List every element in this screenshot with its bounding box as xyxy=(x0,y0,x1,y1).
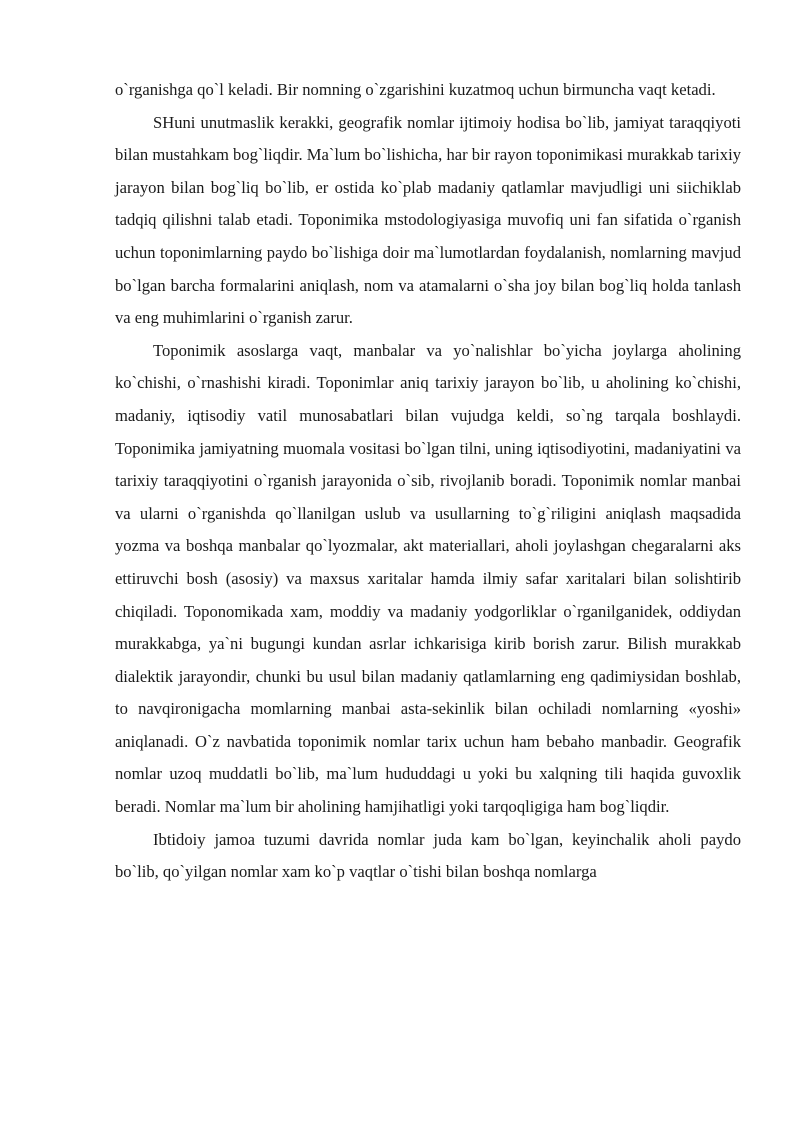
paragraph-continuation: o`rganishga qo`l keladi. Bir nomning o`zgarishini kuzatmoq uchun birmuncha vaqt ketadi. xyxy=(115,80,716,99)
document-body xyxy=(115,74,741,889)
paragraph: Toponimik asoslarga vaqt, manbalar va yo`nalishlar bo`yicha joylarga aholining ko`chishi, o`rnashishi kiradi. Toponimlar aniq tarixiy jarayon bo`lib, u aholining ko`chishi, madaniy, iqtisodiy vatil munosabatlari bilan vujudga keldi, so`ng tarqala boshlaydi. Toponimika jamiyatning muomala vositasi bo`lgan tilni, uning iqtisodiyotini, madaniyatini va tarixiy taraqqiyotini o`rganish jarayonida o`sib, rivojlanib boradi. Toponimik nomlar manbai va ularni o`rganishda qo`llanilgan uslub va usullarning to`g`riligini aniqlash maqsadida yozma va boshqa manbalar qo`lyozmalar, akt materiallari, aholi joylashgan chegaralarni aks ettiruvchi bosh (asosiy) va maxsus xaritalar hamda ilmiy safar xaritalari bilan solishtirib chiqiladi. Toponomikada xam, moddiy va madaniy yodgorliklar o`rganilganidek, oddiydan murakkabga, ya`ni bugungi kundan asrlar ichkarisiga kirib borish zarur. Bilish murakkab dialektik jarayondir, chunki bu usul bilan madaniy qatlamlarning eng qadimiysidan boshlab, to navqironigacha momlarning manbai asta-sekinlik bilan ochiladi nomlarning «yoshi» aniqlanadi. O`z navbatida toponimik nomlar tarix uchun ham bebaho manbadir. Geografik nomlar uzoq muddatli bo`lib, ma`lum hududdagi u yoki bu xalqning tili haqida guvoxlik beradi. Nomlar ma`lum bir aholining hamjihatligi yoki tarqoqligiga ham bog`liqdir. xyxy=(115,340,741,817)
paragraph: Ibtidoiy jamoa tuzumi davrida nomlar juda kam bo`lgan, keyinchalik aholi paydo bo`lib, qo`yilgan nomlar xam ko`p vaqtlar o`tishi bilan boshqa nomlarga xyxy=(115,829,741,882)
paragraph: SHuni unutmaslik kerakki, geografik nomlar ijtimoiy hodisa bo`lib, jamiyat taraqqiyoti bilan mustahkam bog`liqdir. Ma`lum bo`lishicha, har bir rayon toponimikasi murakkab tarixiy jarayon bilan bog`liq bo`lib, er ostida ko`plab madaniy qatlamlar mavjudligi uni siichiklab tadqiq qilishni talab etadi. Toponimika mstodologiyasiga muvofiq uni fan sifatida o`rganish uchun toponimlarning paydo bo`lishiga doir ma`lumotlardan foydalanish, nomlarning mavjud bo`lgan barcha formalarini aniqlash, nom va atamalarni o`sha joy bilan bog`liq holda tanlash va eng muhimlarini o`rganish zarur. xyxy=(115,112,741,328)
